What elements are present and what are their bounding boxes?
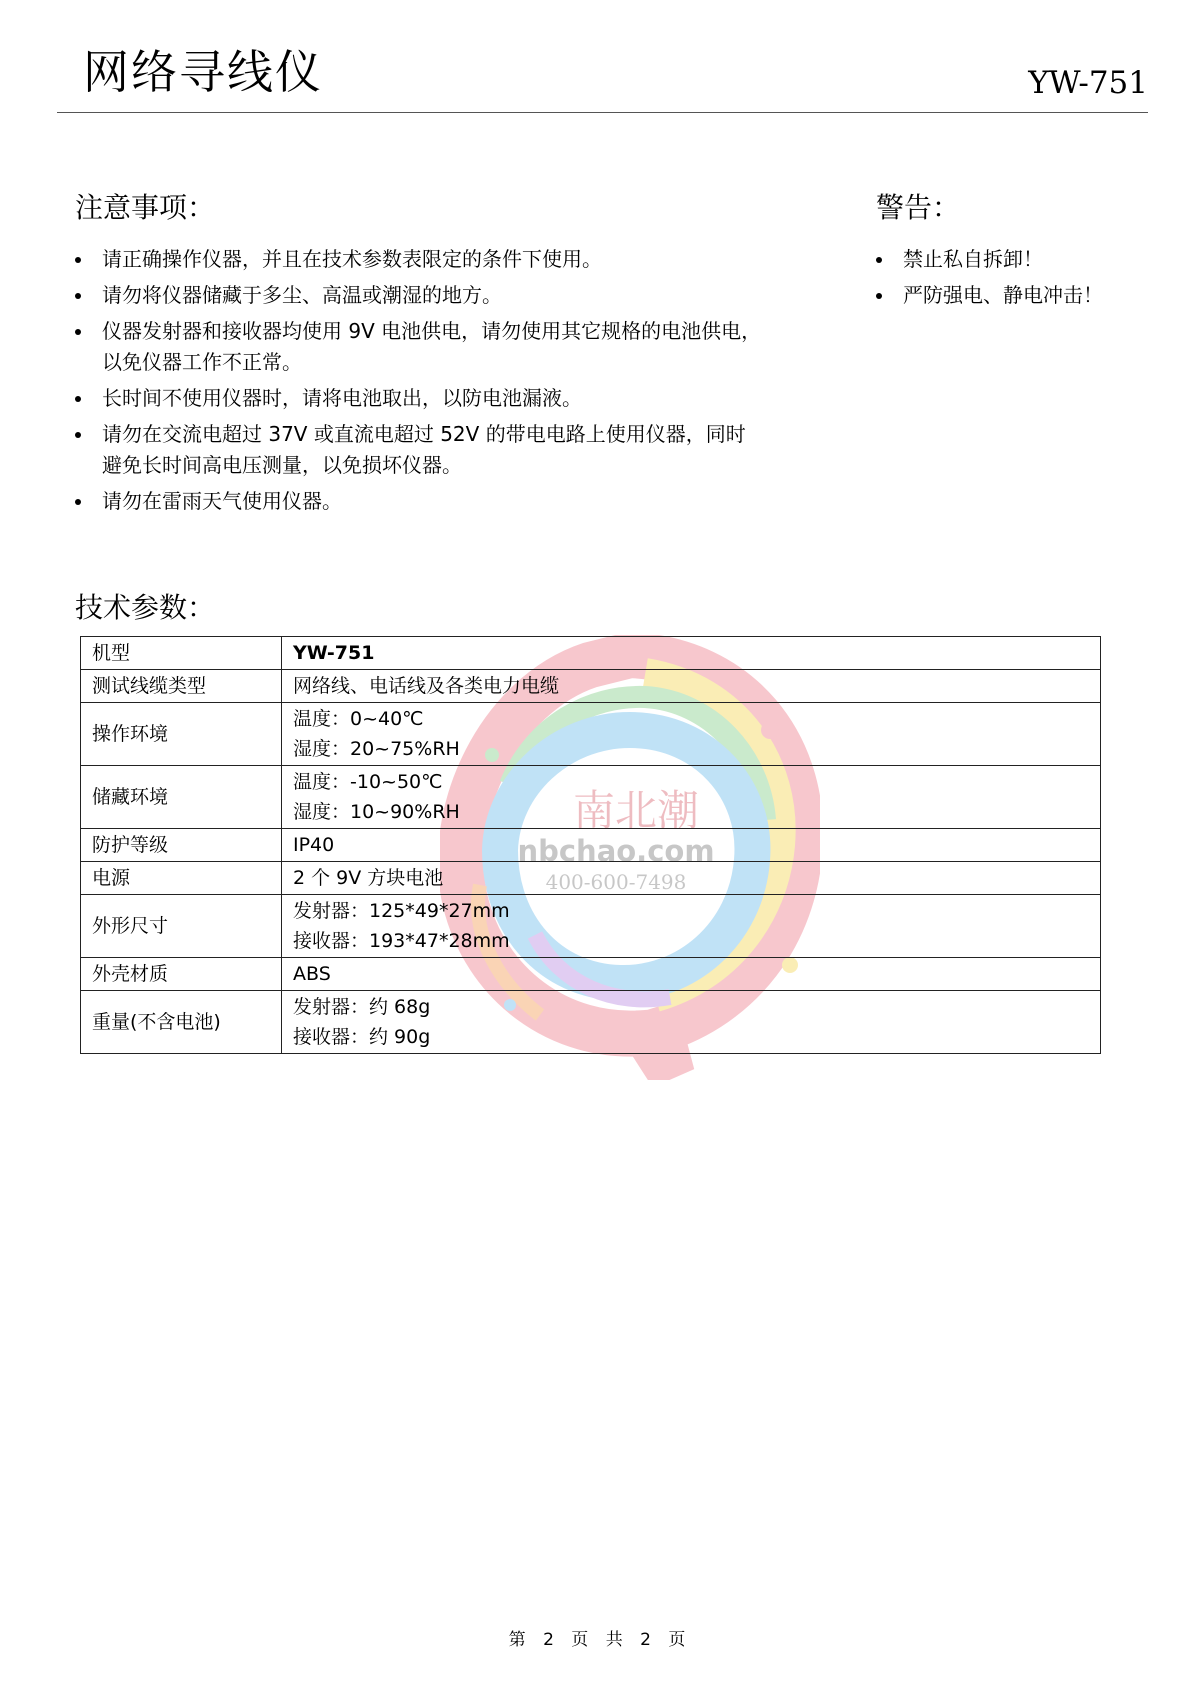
bullet-icon — [876, 257, 882, 263]
table-row — [81, 829, 1101, 862]
list-item — [876, 280, 1186, 311]
spec-value-line: 接收器：193*47*28mm — [293, 930, 510, 952]
spec-value-line: 湿度：10~90%RH — [293, 801, 460, 823]
spec-label: 操作环境 — [81, 703, 282, 766]
spec-label: 测试线缆类型 — [81, 670, 282, 703]
spec-value-line: 发射器：125*49*27mm — [293, 900, 510, 922]
spec-value — [282, 703, 1101, 766]
spec-value-line: IP40 — [293, 834, 335, 856]
list-item — [75, 486, 765, 517]
table-row — [81, 703, 1101, 766]
spec-label: 外壳材质 — [81, 958, 282, 991]
table-row — [81, 862, 1101, 895]
model-code: YW-751 — [1028, 65, 1148, 101]
spec-value — [282, 829, 1101, 862]
note-text: 请正确操作仪器，并且在技术参数表限定的条件下使用。 — [102, 247, 602, 271]
list-item — [75, 316, 765, 378]
spec-label: 机型 — [81, 637, 282, 670]
note-text: 请勿在交流电超过 37V 或直流电超过 52V 的带电电路上使用仪器，同时避免长时间高电压测量，以免损坏仪器。 — [102, 422, 746, 477]
bullet-icon — [75, 396, 81, 402]
spec-value — [282, 958, 1101, 991]
header-divider — [57, 112, 1148, 113]
list-item — [75, 383, 765, 414]
watermark-site: nbchao.com — [517, 834, 715, 868]
spec-value — [282, 637, 1101, 670]
spec-table — [80, 636, 1101, 1054]
spec-value-line: ABS — [293, 963, 331, 985]
spec-value-line: 湿度：20~75%RH — [293, 738, 460, 760]
warning-heading: 警告： — [876, 191, 961, 224]
document-title: 网络寻线仪 — [83, 45, 323, 99]
spec-value-line: YW-751 — [293, 642, 375, 664]
table-row — [81, 958, 1101, 991]
note-text: 仪器发射器和接收器均使用 9V 电池供电，请勿使用其它规格的电池供电，以免仪器工作不正常。 — [102, 319, 762, 374]
spec-value — [282, 670, 1101, 703]
table-row — [81, 895, 1101, 958]
spec-value — [282, 766, 1101, 829]
spec-value-line: 网络线、电话线及各类电力电缆 — [293, 675, 560, 697]
spec-value — [282, 895, 1101, 958]
bullet-icon — [75, 432, 81, 438]
table-row — [81, 637, 1101, 670]
warning-text: 禁止私自拆卸！ — [903, 247, 1043, 271]
bullet-icon — [75, 499, 81, 505]
notes-list — [75, 244, 765, 522]
list-item — [876, 244, 1186, 275]
notes-heading: 注意事项： — [75, 191, 216, 224]
specs-heading: 技术参数： — [75, 591, 216, 624]
spec-value-line: 接收器：约 90g — [293, 1026, 431, 1048]
bullet-icon — [75, 329, 81, 335]
spec-value — [282, 862, 1101, 895]
note-text: 长时间不使用仪器时，请将电池取出，以防电池漏液。 — [102, 386, 582, 410]
spec-label: 外形尺寸 — [81, 895, 282, 958]
table-row — [81, 991, 1101, 1054]
spec-value-line: 发射器：约 68g — [293, 996, 431, 1018]
spec-label: 储藏环境 — [81, 766, 282, 829]
watermark-phone: 400-600-7498 — [545, 870, 687, 894]
note-text: 请勿将仪器储藏于多尘、高温或潮湿的地方。 — [102, 283, 502, 307]
spec-value-line: 2 个 9V 方块电池 — [293, 867, 444, 889]
spec-label: 电源 — [81, 862, 282, 895]
list-item — [75, 280, 765, 311]
bullet-icon — [75, 257, 81, 263]
note-text: 请勿在雷雨天气使用仪器。 — [102, 489, 342, 513]
spec-value-line: 温度：-10~50℃ — [293, 771, 443, 793]
list-item — [75, 419, 765, 481]
bullet-icon — [876, 293, 882, 299]
table-row — [81, 766, 1101, 829]
table-row — [81, 670, 1101, 703]
warning-text: 严防强电、静电冲击！ — [903, 283, 1103, 307]
spec-value-line: 温度：0~40℃ — [293, 708, 424, 730]
spec-label: 重量(不含电池) — [81, 991, 282, 1054]
bullet-icon — [75, 293, 81, 299]
list-item — [75, 244, 765, 275]
page-number: 第 2 页 共 2 页 — [508, 1630, 692, 1650]
watermark-brand: 南北潮 — [572, 786, 700, 835]
spec-label: 防护等级 — [81, 829, 282, 862]
warning-list — [876, 244, 1186, 316]
spec-value — [282, 991, 1101, 1054]
